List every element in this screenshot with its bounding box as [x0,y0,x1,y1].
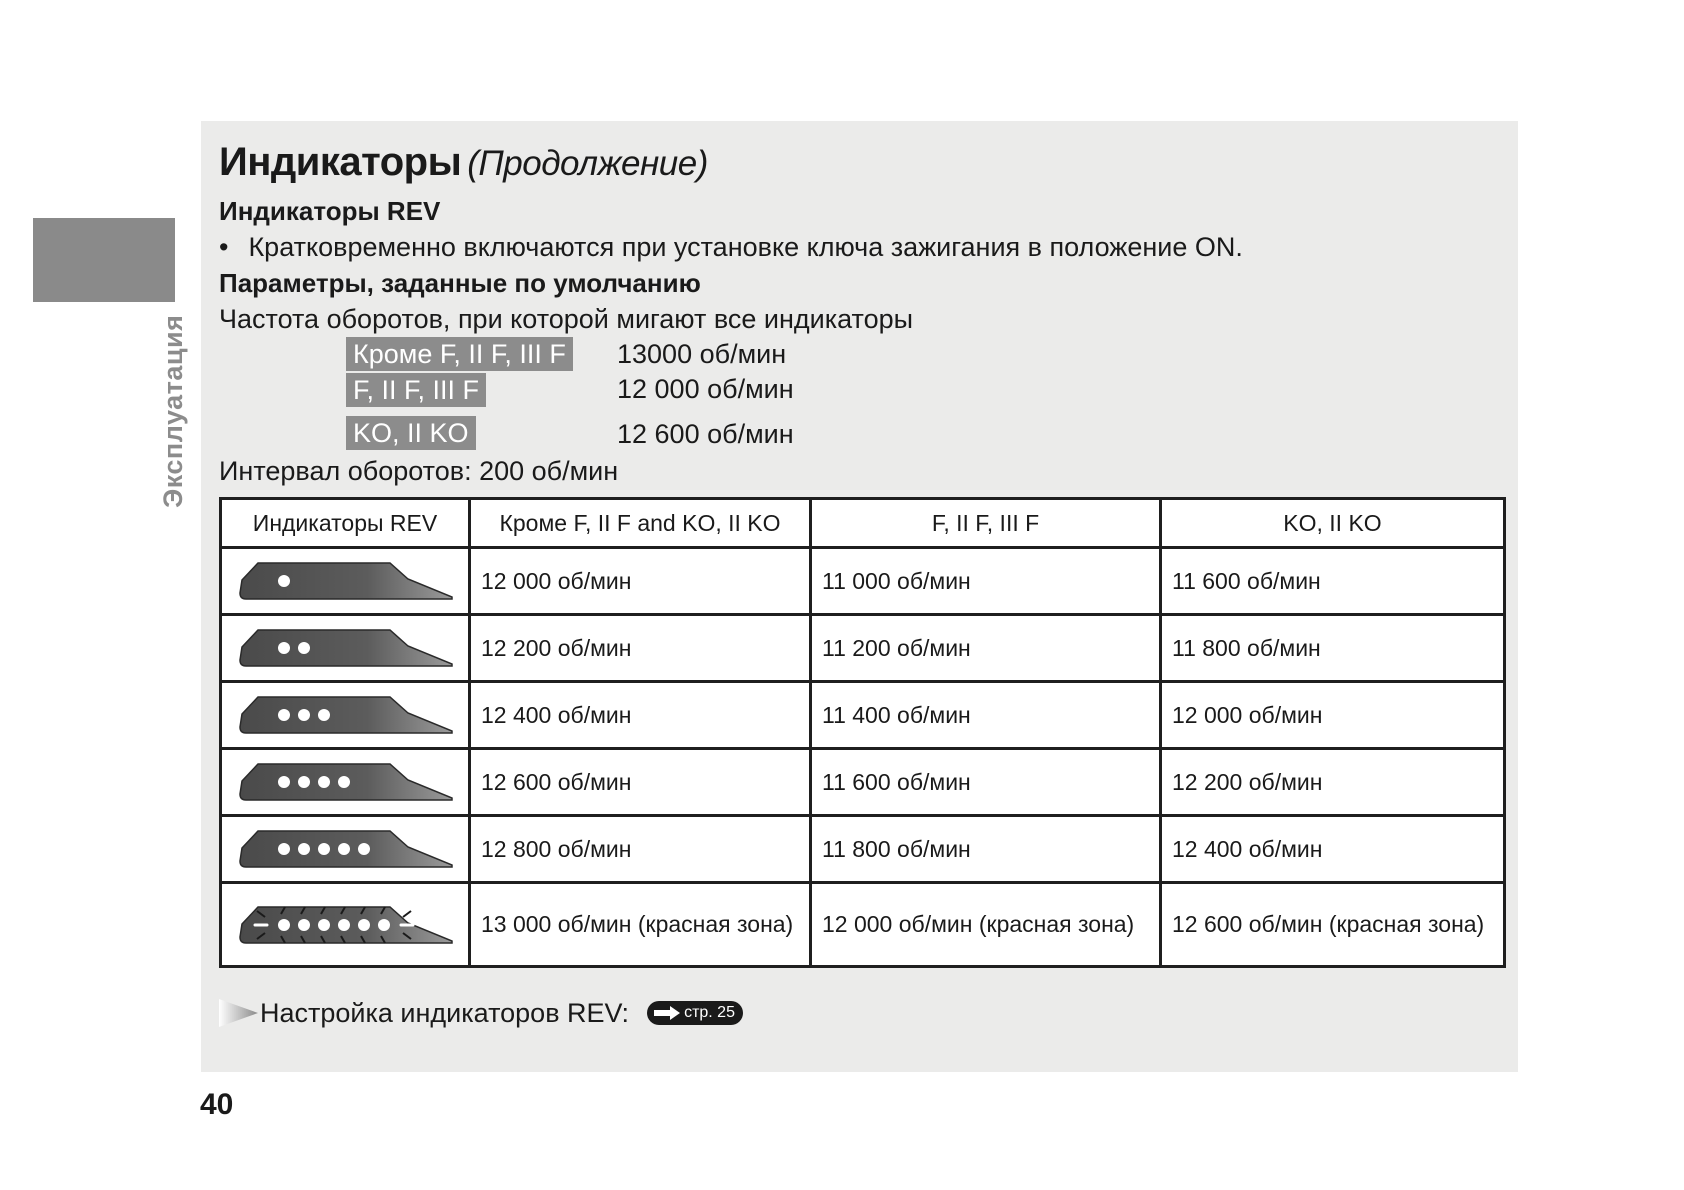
section-tab-label: Эксплуатация [158,314,188,508]
indicator-lamp [278,642,290,654]
rev-indicator-icon [232,754,458,804]
indicator-lamp [298,843,310,855]
model-rpm: 12 600 об/мин [617,419,794,449]
indicator-lamp [318,919,330,931]
model-tag: F, II F, III F [346,373,486,407]
indicator-lamp [298,919,310,931]
flash-caption: Частота оборотов, при которой мигают все индикаторы [219,304,914,334]
table-header-row [221,499,1505,548]
rev-indicator-icon [232,687,458,737]
settings-reference [219,996,743,1030]
table-cell: 11 800 об/мин [811,816,1161,883]
table-cell: 12 800 об/мин [470,816,811,883]
model-rpm: 12 000 об/мин [617,374,794,404]
indicator-lamp [318,843,330,855]
rev-indicator-icon [232,889,458,955]
table-row [221,682,1505,749]
table-cell: 12 000 об/мин [470,548,811,615]
table-cell: 12 600 об/мин [470,749,811,816]
table-cell: 11 400 об/мин [811,682,1161,749]
rev-indicator-cell [221,883,470,967]
triangle-flag-icon [219,999,258,1027]
defaults-heading: Параметры, заданные по умолчанию [219,268,701,298]
table-cell: 12 400 об/мин [470,682,811,749]
indicator-lamp [278,919,290,931]
indicator-lamp [298,709,310,721]
indicator-lamp [318,776,330,788]
model-rpm: 13000 об/мин [617,339,787,369]
table-row [221,749,1505,816]
table-cell: 12 200 об/мин [1161,749,1505,816]
rev-indicator-cell [221,749,470,816]
table-cell: 11 600 об/мин [1161,548,1505,615]
table-row [221,548,1505,615]
rev-indicator-icon [232,620,458,670]
indicator-lamp [358,843,370,855]
page-number: 40 [200,1088,234,1121]
table-cell: 11 600 об/мин [811,749,1161,816]
indicator-lamp [278,575,290,587]
indicator-bar-body [240,697,452,733]
rev-indicator-table [219,497,1506,968]
indicator-lamp [278,776,290,788]
table-cell: 12 000 об/мин [1161,682,1505,749]
rev-indicators-heading: Индикаторы REV [219,196,441,226]
bullet-text: Кратковременно включаются при установке ключа зажигания в положение ON. [248,232,1243,262]
page-reference-link[interactable] [647,1001,743,1025]
rev-indicator-icon [232,553,458,603]
page-reference-label: стр. 25 [684,1004,735,1021]
rev-indicator-cell [221,816,470,883]
flash-ray [403,911,411,917]
table-cell: 12 400 об/мин [1161,816,1505,883]
table-header-cell: KO, II KO [1161,499,1505,548]
indicator-lamp [298,776,310,788]
rev-indicator-cell [221,615,470,682]
table-cell: 13 000 об/мин (красная зона) [470,883,811,967]
bullet-marker: • [219,232,229,262]
table-cell: 11 000 об/мин [811,548,1161,615]
table-header-cell: Индикаторы REV [221,499,470,548]
page-title [219,136,708,190]
indicator-lamp [298,642,310,654]
rev-indicator-icon [232,821,458,871]
table-cell: 11 200 об/мин [811,615,1161,682]
title-subtitle: (Продолжение) [467,144,708,183]
model-tag: KO, II KO [346,416,476,450]
indicator-lamp [378,919,390,931]
table-row [221,883,1505,967]
indicator-lamp [338,843,350,855]
indicator-bar-body [240,563,452,599]
indicator-lamp [318,709,330,721]
rev-indicator-cell [221,682,470,749]
table-row [221,615,1505,682]
model-tag: Кроме F, II F, III F [346,337,573,371]
indicator-lamp [338,919,350,931]
indicator-lamp [278,843,290,855]
table-cell: 12 000 об/мин (красная зона) [811,883,1161,967]
indicator-lamp [338,776,350,788]
indicator-lamp [278,709,290,721]
indicator-bar-body [240,630,452,666]
rpm-interval: Интервал оборотов: 200 об/мин [219,456,619,486]
table-header-cell: Кроме F, II F and KO, II KO [470,499,811,548]
table-cell: 11 800 об/мин [1161,615,1505,682]
section-tab-block [33,218,175,302]
indicator-lamp [358,919,370,931]
rev-indicator-cell [221,548,470,615]
title-main: Индикаторы [219,140,462,184]
table-cell: 12 200 об/мин [470,615,811,682]
arrow-right-icon [652,1005,682,1021]
bullet-item [219,230,1243,264]
settings-reference-text: Настройка индикаторов REV: [260,997,630,1028]
table-row [221,816,1505,883]
table-header-cell: F, II F, III F [811,499,1161,548]
table-cell: 12 600 об/мин (красная зона) [1161,883,1505,967]
